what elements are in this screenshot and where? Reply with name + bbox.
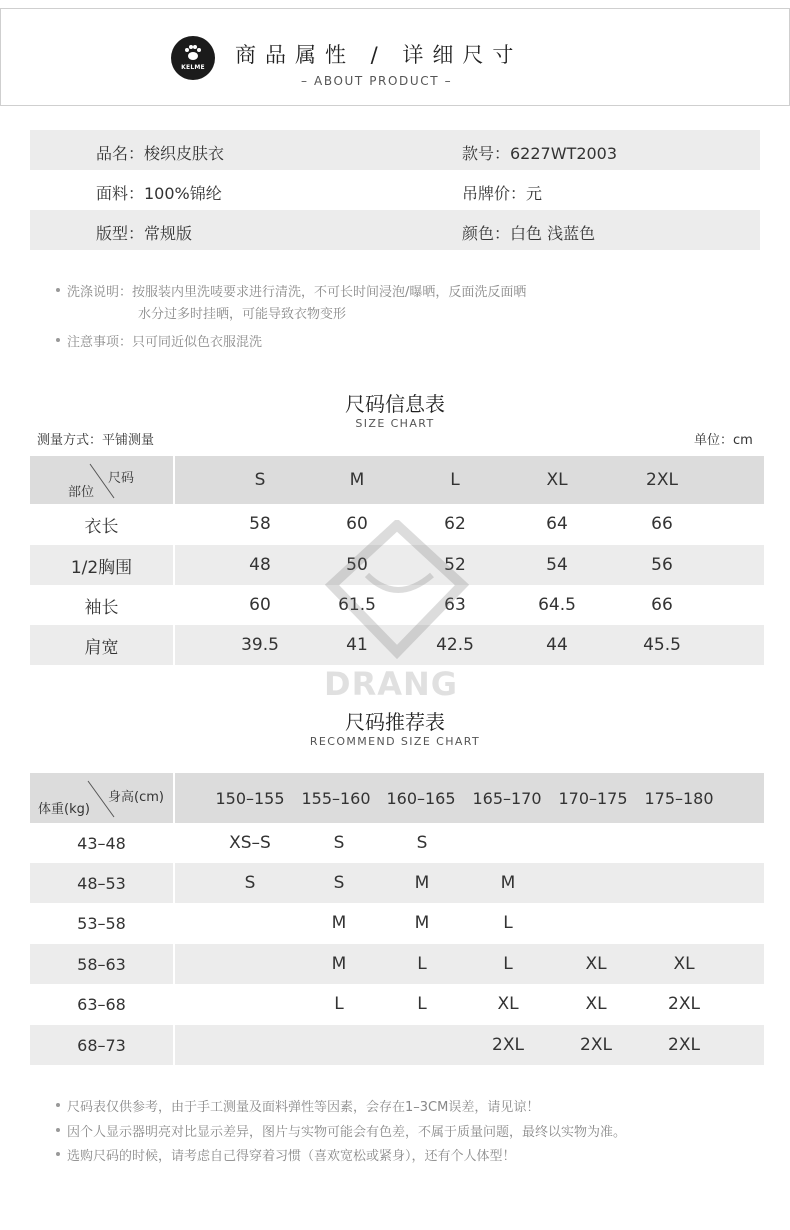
attribute-fit: 版型：常规版 — [96, 224, 193, 243]
height-column-header: 150–155 — [215, 788, 285, 808]
corner-part-label: 部位 — [68, 485, 95, 500]
bullet-icon — [56, 338, 60, 342]
recommended-size: S — [333, 833, 345, 853]
product-attributes — [30, 130, 760, 250]
measurement-value: 48 — [249, 555, 271, 575]
measure-method: 测量方式：平铺测量 — [37, 433, 155, 448]
measurement-label: 袖长 — [84, 597, 119, 618]
recommend-chart-table — [30, 773, 764, 1065]
footer-note: 选购尺码的时候，请考虑自己得穿着习惯（喜欢宽松或紧身），还有个人体型！ — [67, 1149, 516, 1164]
size-row — [30, 545, 764, 585]
size-row — [30, 585, 764, 625]
product-header — [0, 8, 790, 106]
attribute-row — [30, 130, 760, 170]
recommended-size: S — [244, 873, 256, 893]
watermark-text: DRANG — [324, 665, 459, 703]
caution-note: 注意事项：只可同近似色衣服混洗 — [67, 335, 263, 350]
brand-logo — [171, 36, 215, 80]
measurement-value: 60 — [346, 514, 368, 534]
recommended-size: M — [331, 913, 347, 933]
weight-range-label: 58–63 — [77, 954, 126, 974]
recommended-size: S — [416, 833, 428, 853]
size-column-header: M — [349, 470, 365, 490]
corner-size-label: 尺码 — [108, 471, 135, 486]
size-chart-title: 尺码信息表 — [345, 392, 445, 416]
recommended-size: M — [500, 873, 516, 893]
bullet-icon — [56, 1152, 60, 1156]
recommended-size: L — [503, 954, 513, 974]
column-divider — [173, 863, 175, 903]
weight-row — [30, 903, 764, 943]
height-column-header: 160–165 — [386, 788, 456, 808]
weight-range-label: 63–68 — [77, 994, 126, 1014]
measurement-value: 66 — [651, 514, 673, 534]
measurement-value: 66 — [651, 595, 673, 615]
size-row — [30, 504, 764, 544]
corner-diagonal — [30, 456, 173, 504]
footer-note: 因个人显示器明亮对比显示差异，图片与实物可能会有色差，不属于质量问题，最终以实物为准。 — [67, 1125, 627, 1140]
weight-range-label: 48–53 — [77, 873, 126, 893]
recommend-chart-title: 尺码推荐表 — [345, 710, 445, 734]
column-divider — [173, 585, 175, 625]
attribute-product-name: 品名：梭织皮肤衣 — [96, 144, 225, 163]
column-divider — [173, 944, 175, 984]
measurement-label: 衣长 — [84, 516, 119, 537]
bullet-icon — [56, 288, 60, 292]
size-column-header: 2XL — [646, 470, 678, 490]
attribute-fabric: 面料：100%锦纶 — [96, 184, 222, 203]
weight-range-label: 53–58 — [77, 913, 126, 933]
height-header-row — [30, 773, 764, 823]
recommended-size: XS–S — [229, 833, 271, 853]
measurement-value: 56 — [651, 555, 673, 575]
recommended-size: 2XL — [580, 1035, 612, 1055]
weight-row — [30, 944, 764, 984]
corner-cell — [30, 773, 173, 823]
recommended-size: L — [417, 954, 427, 974]
height-column-header: 170–175 — [558, 788, 628, 808]
corner-cell — [30, 456, 173, 504]
recommended-size: L — [417, 994, 427, 1014]
paw-icon — [183, 42, 203, 62]
height-column-header: 175–180 — [644, 788, 714, 808]
recommended-size: S — [333, 873, 345, 893]
weight-range-label: 43–48 — [77, 833, 126, 853]
recommended-size: XL — [585, 994, 607, 1014]
weight-row — [30, 823, 764, 863]
column-divider — [173, 625, 175, 665]
weight-row — [30, 1025, 764, 1065]
measurement-value: 63 — [444, 595, 466, 615]
size-column-header: XL — [546, 470, 568, 490]
recommended-size: XL — [497, 994, 519, 1014]
column-divider — [173, 773, 175, 823]
column-divider — [173, 823, 175, 863]
attribute-price: 吊牌价：元 — [462, 184, 543, 203]
page-title: 商品属性 / 详细尺寸 — [235, 43, 523, 67]
measurement-value: 41 — [346, 635, 368, 655]
height-column-header: 155–160 — [301, 788, 371, 808]
bullet-icon — [56, 1128, 60, 1132]
recommended-size: M — [414, 873, 430, 893]
weight-row — [30, 863, 764, 903]
weight-range-label: 68–73 — [77, 1035, 126, 1055]
column-divider — [173, 903, 175, 943]
recommended-size: M — [414, 913, 430, 933]
measurement-label: 肩宽 — [84, 637, 119, 658]
measurement-value: 64 — [546, 514, 568, 534]
recommended-size: M — [331, 954, 347, 974]
weight-row — [30, 984, 764, 1024]
measurement-label: 1/2胸围 — [70, 557, 133, 578]
column-divider — [173, 545, 175, 585]
column-divider — [173, 456, 175, 504]
measurement-value: 58 — [249, 514, 271, 534]
measurement-value: 52 — [444, 555, 466, 575]
measurement-value: 45.5 — [643, 635, 681, 655]
height-column-header: 165–170 — [472, 788, 542, 808]
recommended-size: XL — [673, 954, 695, 974]
measurement-value: 61.5 — [338, 595, 376, 615]
unit-label: 单位：cm — [694, 433, 753, 448]
bullet-icon — [56, 1103, 60, 1107]
corner-weight-label: 体重(kg) — [38, 802, 90, 817]
recommended-size: L — [334, 994, 344, 1014]
size-chart-table — [30, 456, 764, 666]
recommended-size: XL — [585, 954, 607, 974]
brand-name: KELME — [181, 64, 205, 71]
size-column-header: L — [450, 470, 460, 490]
recommended-size: 2XL — [492, 1035, 524, 1055]
recommend-chart-subtitle: RECOMMEND SIZE CHART — [309, 735, 481, 748]
measurement-value: 44 — [546, 635, 568, 655]
column-divider — [173, 504, 175, 544]
footer-note: 尺码表仅供参考，由于手工测量及面料弹性等因素，会存在1–3CM误差，请见谅！ — [67, 1100, 540, 1115]
recommended-size: L — [503, 913, 513, 933]
measurement-value: 39.5 — [241, 635, 279, 655]
attribute-row — [30, 170, 760, 210]
measurement-value: 50 — [346, 555, 368, 575]
size-chart-subtitle: SIZE CHART — [355, 417, 435, 430]
measurement-value: 64.5 — [538, 595, 576, 615]
column-divider — [173, 984, 175, 1024]
measurement-value: 62 — [444, 514, 466, 534]
wash-instructions: 洗涤说明：按服装内里洗唛要求进行清洗，不可长时间浸泡/曝晒，反面洗反面晒 — [67, 285, 527, 300]
measurement-value: 60 — [249, 595, 271, 615]
size-row — [30, 625, 764, 665]
attribute-row — [30, 210, 760, 250]
recommended-size: 2XL — [668, 1035, 700, 1055]
recommended-size: 2XL — [668, 994, 700, 1014]
attribute-style-number: 款号：6227WT2003 — [462, 144, 618, 163]
wash-instructions-cont: 水分过多时挂晒，可能导致衣物变形 — [138, 307, 347, 322]
attribute-color: 颜色：白色 浅蓝色 — [462, 224, 596, 243]
corner-height-label: 身高(cm) — [108, 790, 164, 805]
measurement-value: 54 — [546, 555, 568, 575]
page-subtitle: – ABOUT PRODUCT – — [301, 74, 453, 88]
size-column-header: S — [254, 470, 266, 490]
size-header-row — [30, 456, 764, 504]
column-divider — [173, 1025, 175, 1065]
measurement-value: 42.5 — [436, 635, 474, 655]
